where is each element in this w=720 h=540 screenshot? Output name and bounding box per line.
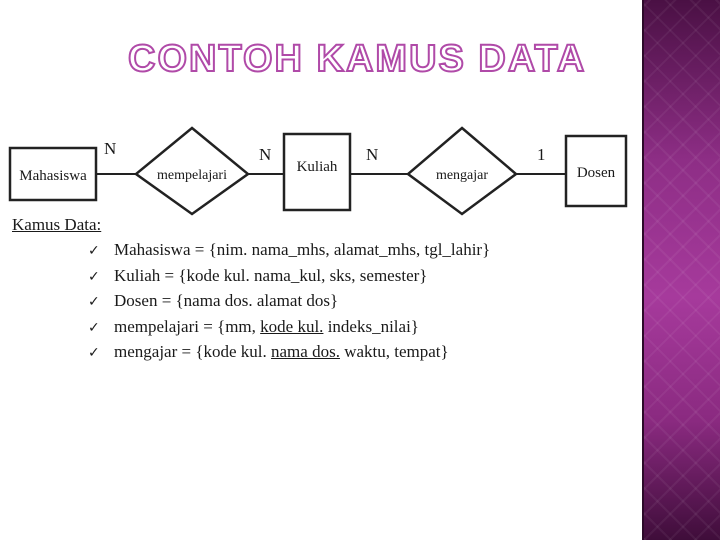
relationship-mempelajari-label: mempelajari — [157, 168, 227, 183]
er-diagram — [8, 126, 628, 218]
kamus-item-mempelajari — [88, 315, 490, 341]
cardinality-dosen: 1 — [537, 145, 546, 164]
cardinality-mahasiswa: N — [104, 139, 117, 158]
kamus-item-mengajar — [88, 340, 490, 366]
check-icon: ✓ — [88, 345, 100, 362]
entity-kuliah-label: Kuliah — [296, 159, 338, 175]
kamus-item-text: Dosen = {nama dos. alamat dos} — [114, 291, 339, 311]
check-icon: ✓ — [88, 319, 100, 336]
check-icon: ✓ — [88, 294, 100, 311]
relationship-mengajar-label: mengajar — [435, 168, 489, 183]
kamus-item-text-post: indeks_nilai} — [323, 316, 419, 336]
kamus-item-text-pre: mengajar = {kode kul. — [114, 342, 272, 362]
kamus-item-key-underlined: nama dos. — [271, 342, 340, 362]
kamus-item-mahasiswa — [88, 238, 490, 264]
entity-mahasiswa-label: Mahasiswa — [19, 168, 87, 184]
cardinality-kuliah-left: N — [259, 145, 272, 164]
scanned-figure — [8, 126, 628, 366]
kamus-item-text: Mahasiswa = {nim. nama_mhs, alamat_mhs, tgl_lahir} — [114, 240, 491, 259]
kamus-item-text-pre: mempelajari = {mm, — [114, 316, 261, 336]
slide-title: CONTOH KAMUS DATA — [128, 38, 587, 80]
kamus-data-list — [88, 238, 490, 366]
entity-dosen-label: Dosen — [576, 165, 616, 181]
check-icon: ✓ — [88, 268, 100, 285]
kamus-data-heading: Kamus Data: — [12, 215, 102, 234]
kamus-item-dosen — [88, 289, 490, 315]
kamus-item-text-post: waktu, tempat} — [339, 342, 449, 362]
cardinality-kuliah-right: N — [366, 145, 379, 164]
kamus-item-text: Kuliah = {kode kul. nama_kul, sks, semester} — [114, 265, 428, 285]
check-icon: ✓ — [88, 243, 100, 259]
decorative-side-strip — [642, 0, 720, 540]
kamus-item-kuliah — [88, 264, 490, 290]
kamus-item-key-underlined: kode kul. — [260, 316, 324, 336]
